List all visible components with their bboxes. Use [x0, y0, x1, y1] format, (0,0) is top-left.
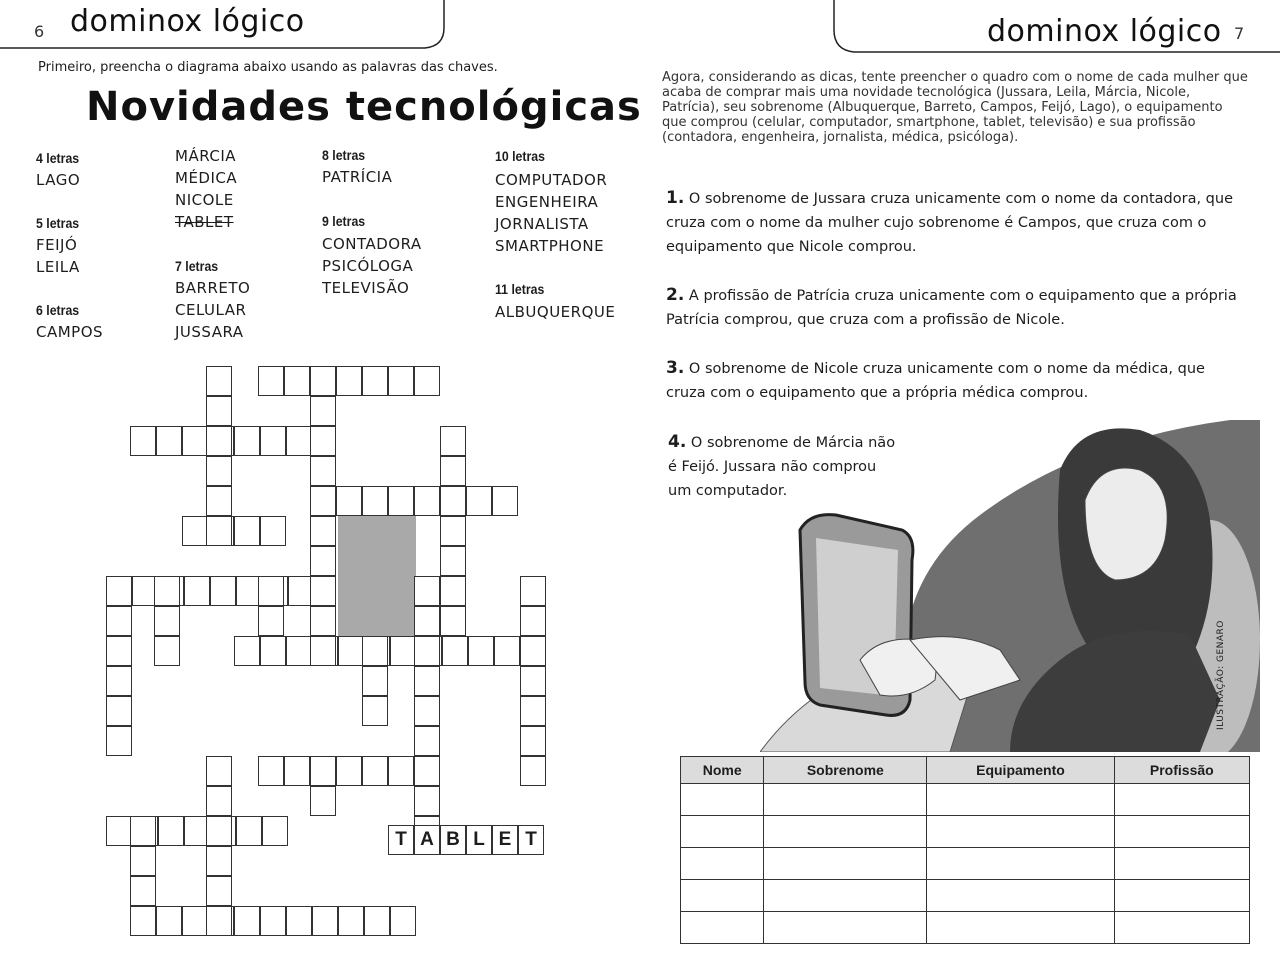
word-jornalista: JORNALISTA	[495, 215, 589, 233]
grid-cell[interactable]	[206, 906, 232, 936]
grid-cell[interactable]	[106, 636, 132, 666]
grid-cell[interactable]	[468, 636, 494, 666]
grid-cell[interactable]	[440, 576, 466, 606]
grid-cell[interactable]	[414, 726, 440, 756]
table-cell[interactable]	[1114, 912, 1249, 944]
grid-cell[interactable]	[184, 576, 210, 606]
grid-cell[interactable]	[310, 366, 336, 396]
grid-cell[interactable]	[310, 606, 336, 636]
table-cell[interactable]	[681, 848, 764, 880]
grid-cell[interactable]	[286, 426, 312, 456]
header-profissao: Profissão	[1114, 757, 1249, 784]
heading-10-letters: 10 letras	[495, 148, 546, 164]
grid-cell[interactable]	[520, 696, 546, 726]
grid-cell[interactable]	[336, 366, 362, 396]
clue-2: 2. A profissão de Patrícia cruza unicamente com o equipamento que a própria Patrícia comprou, que cruza com a profissão de Nicole.	[666, 285, 1237, 328]
grid-cell[interactable]	[520, 666, 546, 696]
word-engenheira: ENGENHEIRA	[495, 193, 599, 211]
grid-cell[interactable]	[310, 576, 336, 606]
grid-cell[interactable]	[284, 366, 310, 396]
grid-cell[interactable]	[130, 876, 156, 906]
grid-cell[interactable]	[260, 906, 286, 936]
grid-cell[interactable]	[310, 396, 336, 426]
grid-cell[interactable]	[466, 486, 492, 516]
grid-cell[interactable]	[362, 366, 388, 396]
grid-cell[interactable]	[414, 756, 440, 786]
table-cell[interactable]	[764, 816, 927, 848]
grid-cell[interactable]	[206, 816, 232, 846]
header-nome: Nome	[681, 757, 764, 784]
grid-cell[interactable]	[440, 516, 466, 546]
word-leila: LEILA	[36, 258, 80, 276]
grid-cell[interactable]	[234, 426, 260, 456]
heading-11-letters: 11 letras	[495, 281, 545, 297]
page-title: Novidades tecnológicas	[86, 84, 642, 130]
grid-cell[interactable]	[258, 366, 284, 396]
grid-cell[interactable]	[130, 816, 156, 846]
grid-cell[interactable]	[520, 576, 546, 606]
grid-cell[interactable]	[362, 636, 388, 666]
grid-cell[interactable]	[492, 486, 518, 516]
grid-cell-given: B	[440, 825, 466, 855]
table-row	[681, 848, 1250, 880]
grid-cell[interactable]	[310, 456, 336, 486]
grid-cell-given: L	[466, 825, 492, 855]
grid-cell-given: T	[518, 825, 544, 855]
grid-cell[interactable]	[182, 426, 208, 456]
grid-cell[interactable]	[206, 516, 232, 546]
table-cell[interactable]	[681, 880, 764, 912]
table-cell[interactable]	[927, 784, 1114, 816]
word-computador: COMPUTADOR	[495, 171, 608, 189]
grid-cell[interactable]	[234, 636, 260, 666]
page-number-right: 7	[1234, 24, 1245, 43]
grid-cell[interactable]	[258, 576, 284, 606]
table-cell[interactable]	[1114, 816, 1249, 848]
grid-cell[interactable]	[206, 366, 232, 396]
grid-cell-given: A	[414, 825, 440, 855]
grid-cell[interactable]	[390, 636, 416, 666]
table-row	[681, 816, 1250, 848]
table-cell[interactable]	[1114, 848, 1249, 880]
grid-cell[interactable]	[440, 486, 466, 516]
grid-cell-given: T	[388, 825, 414, 855]
grid-cell[interactable]	[312, 906, 338, 936]
grid-cell[interactable]	[414, 486, 440, 516]
grid-cell[interactable]	[414, 696, 440, 726]
clue-3: 3. O sobrenome de Nicole cruza unicamente com o nome da médica, que cruza com o equipamento que a própria médica comprou.	[666, 358, 1205, 401]
word-medica: MÉDICA	[175, 169, 238, 187]
grid-cell[interactable]	[154, 636, 180, 666]
clue-text: O sobrenome de Jussara cruza unicamente com o nome da contadora, que cruza com o nome da mulher cujo sobrenome é Campos, que cruza com o equipamento que Nicole comprou.	[666, 191, 1233, 255]
grid-cell[interactable]	[106, 696, 132, 726]
grid-cell[interactable]	[106, 666, 132, 696]
grid-cell[interactable]	[206, 846, 232, 876]
grid-cell[interactable]	[260, 636, 286, 666]
grid-cell[interactable]	[440, 456, 466, 486]
grid-cell[interactable]	[206, 756, 232, 786]
clue-text: A profissão de Patrícia cruza unicamente com o equipamento que a própria Patrícia comprou, que cruza com a profissão de Nicole.	[666, 288, 1237, 328]
table-cell[interactable]	[681, 816, 764, 848]
clue-number: 3	[666, 358, 678, 378]
grid-cell[interactable]	[106, 606, 132, 636]
solution-table	[680, 756, 1250, 944]
word-barreto: BARRETO	[175, 279, 251, 297]
grid-cell[interactable]	[520, 726, 546, 756]
grid-cell[interactable]	[388, 366, 414, 396]
grid-cell[interactable]	[206, 456, 232, 486]
grid-cell[interactable]	[310, 486, 336, 516]
grid-cell[interactable]	[520, 756, 546, 786]
word-psicologa: PSICÓLOGA	[322, 257, 414, 275]
grid-cell[interactable]	[388, 756, 414, 786]
grid-cell[interactable]	[362, 486, 388, 516]
clue-number: 1	[666, 188, 678, 208]
grid-cell[interactable]	[130, 906, 156, 936]
grid-cell[interactable]	[336, 756, 362, 786]
table-row	[681, 880, 1250, 912]
clue-number: 4	[668, 432, 680, 452]
clue-text: O sobrenome de Márcia não é Feijó. Jussara não comprou um computador.	[668, 435, 896, 499]
grid-cell[interactable]	[154, 606, 180, 636]
illustration-credit: ILUSTRAÇÃO: GENARO	[1216, 620, 1226, 730]
table-cell[interactable]	[927, 912, 1114, 944]
grid-cell[interactable]	[440, 606, 466, 636]
heading-9-letters: 9 letras	[322, 213, 366, 229]
heading-4-letters: 4 letras	[36, 150, 80, 166]
grid-cell[interactable]	[310, 516, 336, 546]
grid-cell-given: E	[492, 825, 518, 855]
grid-cell[interactable]	[362, 666, 388, 696]
table-cell[interactable]	[1114, 880, 1249, 912]
grid-cell[interactable]	[440, 546, 466, 576]
grid-cell[interactable]	[156, 906, 182, 936]
grid-cell[interactable]	[234, 906, 260, 936]
heading-6-letters: 6 letras	[36, 302, 80, 318]
table-cell[interactable]	[927, 848, 1114, 880]
grid-cell[interactable]	[520, 636, 546, 666]
grid-cell[interactable]	[388, 486, 414, 516]
table-cell[interactable]	[681, 912, 764, 944]
grid-cell[interactable]	[130, 426, 156, 456]
grid-cell[interactable]	[414, 666, 440, 696]
grid-cell[interactable]	[206, 396, 232, 426]
grid-cell[interactable]	[520, 606, 546, 636]
grid-cell[interactable]	[414, 576, 440, 606]
table-cell[interactable]	[927, 816, 1114, 848]
grid-cell[interactable]	[390, 906, 416, 936]
heading-8-letters: 8 letras	[322, 147, 366, 163]
intro-paragraph: Agora, considerando as dicas, tente preencher o quadro com o nome de cada mulher que acaba de comprar mais uma novidade tecnológica (Jussara, Leila, Márcia, Nicole, Patrícia), seu sobrenome (Albuquerque, Barreto, Campos, Feijó, Lago), o equipamento que comprou (celular, computador, smartphone, tablet, televisão) e sua profissão (contadora, engenheira, jornalista, médica, psicóloga).	[662, 70, 1248, 145]
grid-cell[interactable]	[362, 756, 388, 786]
grid-cell[interactable]	[286, 636, 312, 666]
table-row	[681, 784, 1250, 816]
grid-cell[interactable]	[414, 636, 440, 666]
table-cell[interactable]	[764, 848, 927, 880]
grid-cell[interactable]	[156, 426, 182, 456]
grid-cell[interactable]	[414, 366, 440, 396]
grid-cell[interactable]	[442, 636, 468, 666]
grid-cell[interactable]	[440, 426, 466, 456]
instruction-text: Primeiro, preencha o diagrama abaixo usando as palavras das chaves.	[38, 60, 498, 75]
grid-cell[interactable]	[336, 486, 362, 516]
table-cell[interactable]	[1114, 784, 1249, 816]
grid-cell[interactable]	[182, 516, 208, 546]
woman-with-tablet-illustration	[760, 400, 1260, 752]
grid-cell[interactable]	[262, 816, 288, 846]
heading-5-letters: 5 letras	[36, 215, 80, 231]
clue-1: 1. O sobrenome de Jussara cruza unicamente com o nome da contadora, que cruza com o nome da mulher cujo sobrenome é Campos, que cruza com o equipamento que Nicole comprou.	[666, 188, 1233, 255]
clue-number: 2	[666, 285, 678, 305]
grid-cell[interactable]	[310, 756, 336, 786]
table-cell[interactable]	[681, 784, 764, 816]
word-campos: CAMPOS	[36, 323, 104, 341]
grid-cell[interactable]	[260, 426, 286, 456]
grid-cell[interactable]	[206, 786, 232, 816]
grid-cell[interactable]	[310, 426, 336, 456]
grid-cell[interactable]	[364, 906, 390, 936]
grid-cell[interactable]	[234, 516, 260, 546]
grid-cell[interactable]	[310, 786, 336, 816]
grid-cell[interactable]	[258, 756, 284, 786]
brand-title-right: dominox lógico	[987, 14, 1222, 49]
grid-cell[interactable]	[106, 816, 132, 846]
grid-cell[interactable]	[338, 906, 364, 936]
word-celular: CELULAR	[175, 301, 247, 319]
word-tablet-crossed: TABLET	[175, 213, 234, 231]
grid-cell[interactable]	[106, 726, 132, 756]
grid-cell[interactable]	[284, 756, 310, 786]
shaded-area	[338, 516, 416, 638]
grid-cell[interactable]	[206, 426, 232, 456]
grid-cell[interactable]	[106, 576, 132, 606]
grid-cell[interactable]	[236, 816, 262, 846]
page-number-left: 6	[34, 22, 45, 41]
grid-cell[interactable]	[258, 606, 284, 636]
table-cell[interactable]	[764, 880, 927, 912]
word-televisao: TELEVISÃO	[322, 279, 410, 297]
word-smartphone: SMARTPHONE	[495, 237, 605, 255]
table-cell[interactable]	[764, 784, 927, 816]
table-cell[interactable]	[764, 912, 927, 944]
grid-cell[interactable]	[286, 906, 312, 936]
word-jussara: JUSSARA	[175, 323, 244, 341]
table-cell[interactable]	[927, 880, 1114, 912]
grid-cell[interactable]	[310, 636, 336, 666]
word-marcia: MÁRCIA	[175, 147, 237, 165]
word-lago: LAGO	[36, 171, 81, 189]
grid-cell[interactable]	[182, 906, 208, 936]
grid-cell[interactable]	[206, 876, 232, 906]
clue-text: O sobrenome de Nicole cruza unicamente com o nome da médica, que cruza com o equipamento que a própria médica comprou.	[666, 361, 1205, 401]
grid-cell[interactable]	[362, 696, 388, 726]
grid-cell[interactable]	[210, 576, 236, 606]
grid-cell[interactable]	[310, 546, 336, 576]
header-equipamento: Equipamento	[927, 757, 1114, 784]
grid-cell[interactable]	[414, 786, 440, 816]
word-contadora: CONTADORA	[322, 235, 422, 253]
word-feijo: FEIJÓ	[36, 236, 78, 254]
word-patricia: PATRÍCIA	[322, 168, 393, 186]
grid-cell[interactable]	[158, 816, 184, 846]
word-nicole: NICOLE	[175, 191, 234, 209]
grid-cell[interactable]	[414, 606, 440, 636]
clue-4: 4. O sobrenome de Márcia não é Feijó. Jussara não comprou um computador.	[668, 432, 896, 499]
brand-title-left: dominox lógico	[70, 4, 305, 39]
grid-cell[interactable]	[494, 636, 520, 666]
grid-cell[interactable]	[206, 486, 232, 516]
grid-cell[interactable]	[260, 516, 286, 546]
header-sobrenome: Sobrenome	[764, 757, 927, 784]
grid-cell[interactable]	[130, 846, 156, 876]
grid-cell[interactable]	[154, 576, 180, 606]
heading-7-letters: 7 letras	[175, 258, 219, 274]
table-row	[681, 912, 1250, 944]
word-albuquerque: ALBUQUERQUE	[495, 303, 616, 321]
grid-cell[interactable]	[338, 636, 364, 666]
